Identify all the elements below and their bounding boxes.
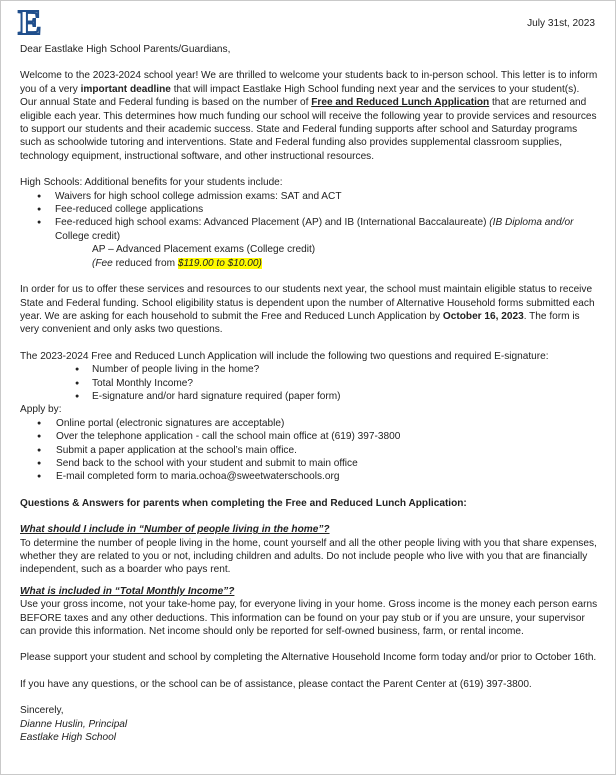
deadline-date: October 16, 2023 — [442, 310, 524, 322]
benefit-item-ib-note: (IB Diploma and/or — [489, 217, 574, 229]
letter-date: July 31st, 2023 — [527, 18, 595, 29]
benefits-section — [20, 176, 598, 270]
apply-heading: Apply by: — [20, 404, 62, 416]
question-people-text: What should I include in “Number of people living in the home”? — [20, 524, 330, 536]
apply-method: ● Submit a paper application at the school’s main office. — [20, 444, 598, 457]
question-people — [20, 523, 598, 536]
fee-highlight: $119.00 to $10.00) — [177, 257, 262, 269]
signer-school — [20, 731, 598, 744]
answer-people: To determine the number of people living in the home, count yourself and all the other people living with you that share expenses, whether they are related to you or not, including children and adults. Do not include people who live with you that are financially independent, such as a boarder who pays rent. — [20, 537, 597, 576]
ap-line: AP – Advanced Placement exams (College credit) — [92, 244, 316, 256]
school-logo: E — [18, 3, 42, 42]
fee-text: reduced from — [112, 257, 178, 269]
intro-paragraph — [20, 69, 598, 163]
signer-name — [20, 718, 598, 731]
eligibility-text-2: . The form is very convenient and only asks two questions. — [20, 310, 580, 336]
benefit-item: ● Waivers for high school college admission exams: SAT and ACT — [20, 190, 598, 203]
intro-text-2: that will impact Eastlake High School funding next year and the services to your student(s). Our annual State and Federal funding is based on the number of — [20, 83, 580, 109]
support-paragraph: Please support your student and school by completing the Alternative Household Income form today and/or prior to October 16th. — [20, 652, 597, 664]
benefit-item — [20, 216, 598, 243]
application-question: ● Total Monthly Income? — [20, 377, 598, 390]
signer-name-text: Dianne Huslin, Principal — [20, 718, 128, 730]
qa-heading — [20, 497, 598, 510]
application-question: ● Number of people living in the home? — [20, 363, 598, 376]
qa-heading-text: Questions & Answers for parents when completing the Free and Reduced Lunch Application: — [20, 497, 467, 509]
benefit-item: ● Fee-reduced college applications — [20, 203, 598, 216]
apply-method: ● E-mail completed form to maria.ochoa@sweetwaterschools.org — [20, 470, 598, 483]
benefit-item-cont: College credit) — [55, 230, 121, 242]
free-reduced-lunch-application: Free and Reduced Lunch Application — [311, 97, 490, 109]
important-deadline: important deadline — [80, 83, 171, 95]
eligibility-text-1: In order for us to offer these services and resources to our students next year, the school must maintain eligible status to receive State and Federal funding. School eligibility status is dependent upon the number of Alternative Household forms submitted each year. We are asking for each household to submit the Free and Reduced Lunch Application by — [20, 284, 595, 322]
apply-method: ● Online portal (electronic signatures are acceptable) — [20, 417, 598, 430]
apply-method: ● Send back to the school with your student and submit to main office — [20, 457, 598, 470]
signer-school-text: Eastlake High School — [20, 732, 116, 744]
intro-text-3: that are returned and eligible each year. This determines how much funding our school will receive the following year to provide services and resources to support our students and their academic success. State and Federal funding supports after school and Saturday programs such as schoolwide tutoring and interventions. State and Federal funding also provides supplemental classroom supplies, technology equipment, instructional software, and other instructional resources. — [20, 97, 597, 162]
application-question: ● E-signature and/or hard signature required (paper form) — [20, 390, 598, 403]
answer-income: Use your gross income, not your take-home pay, for everyone living in your home. Gross income is the money each person earns BEFORE taxes and any other deductions. This information can be found on your pay stub or if you are unsure, your supervisor can provide this information. Net income should only be reported for self-owned business, farm, or rental income. — [20, 599, 598, 638]
question-income-text: What is included in “Total Monthly Income”? — [20, 585, 235, 597]
intro-text-1: Welcome to the 2023-2024 school year! We are thrilled to welcome your students back to in-person school. This letter is to inform you of a very — [20, 70, 598, 95]
contact-paragraph: If you have any questions, or the school can be of assistance, please contact the Parent Center at (619) 397-3800. — [20, 678, 532, 690]
fee-italic: (Fee — [92, 257, 113, 269]
benefits-heading: High Schools: Additional benefits for your students include: — [20, 177, 283, 189]
eligibility-paragraph — [20, 283, 598, 337]
letter-body — [20, 43, 598, 744]
application-intro: The 2023-2024 Free and Reduced Lunch Application will include the following two questions and required E-signature: — [20, 350, 549, 362]
apply-method: ● Over the telephone application - call the school main office at (619) 397-3800 — [20, 430, 598, 443]
fee-line — [20, 257, 598, 270]
benefit-item-text: Fee-reduced high school exams: Advanced Placement (AP) and IB (International Baccalaureate) — [55, 217, 490, 229]
question-income — [20, 585, 598, 598]
salutation: Dear Eastlake High School Parents/Guardians, — [20, 44, 231, 55]
closing: Sincerely, — [20, 705, 64, 717]
